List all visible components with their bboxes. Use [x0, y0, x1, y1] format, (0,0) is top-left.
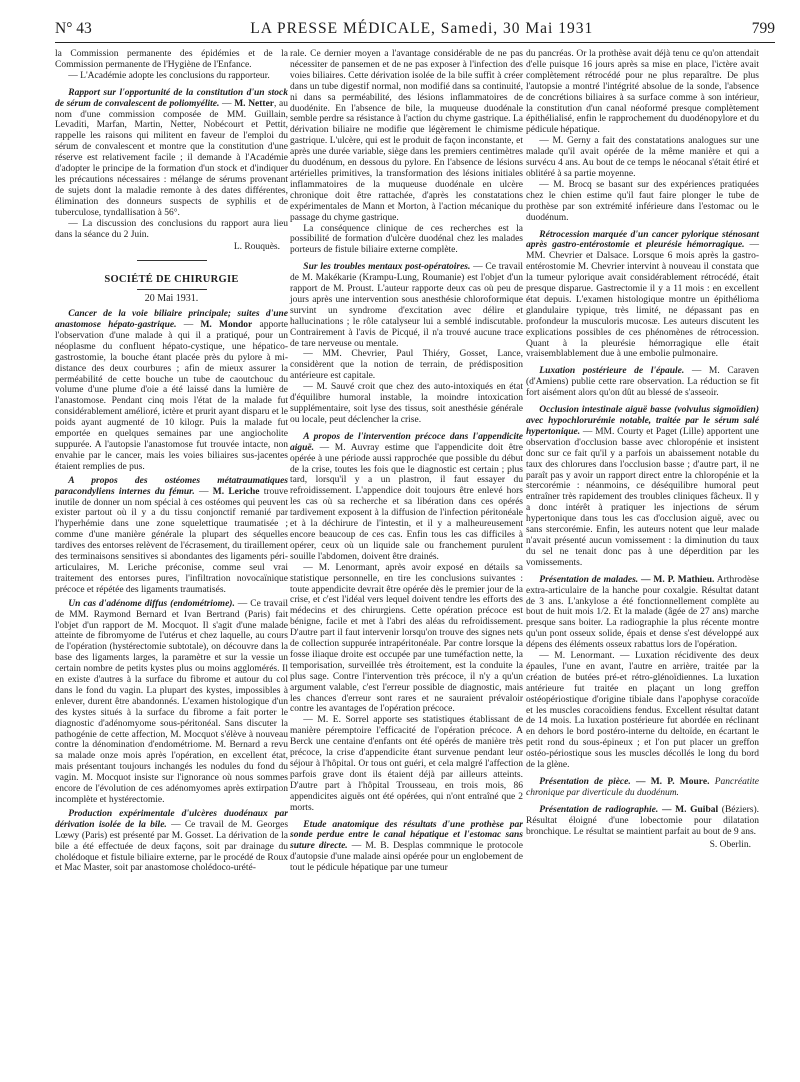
article-title: Occlusion intestinale aiguë basse (volvulus sigmoïdien) avec hypochlorurémie notable, traitée par le sérum salé hypertonique.	[526, 405, 759, 437]
paragraph: — M. Brocq se basant sur des expériences pratiquées chez le chien estime qu'il faut faire plonger le tube de prothèse par son extrémité inférieure dans l'estomac ou le duodénum.	[526, 179, 759, 223]
article-title: Présentation de pièce.	[539, 777, 631, 787]
article-text: , au nom d'une commission composée de MM. Guillain, Levaditi, Marfan, Martin, Netter, Nobécourt et Pettit, rappelle les raisons qui militent en faveur de l'emploi du sérum de convalescent et montre que la constitution d'une réserve est relativement facile ; il demande à l'Académie d'adopter le principe de la formation d'un stock et d'indiquer les précautions nécessaires : mélange de sérums provenant de sujets dont la maladie remonte à des dates différentes, élimination des donneurs suspects de syphilis et de tuberculose, tyndallisation à 56°.	[55, 98, 289, 218]
article-luxation	[526, 366, 759, 399]
article-radiographie	[526, 805, 759, 838]
article-osteomes: A propos des ostéomes métatraumatiques paracondyliens internes du fémur. — M. Leriche trouve inutile de donner un nom spécial à ces ostéomes qui peuvent exister partout où il y a du tissu conjonctif remanié par l'hyperhémie dans une zone squelettique traumatisée ; comme d'une manière générale la plupart des séquelles tardives des entorses relèvent de l'écrasement, du tiraillement des terminaisons sensitives si abondantes des ligaments péri-articulaires, M. Leriche préconise, comme seul vrai traitement des entorses pures, l'infiltration novocaïnique précoce et répétée des ligaments traumatisés.	[55, 475, 288, 595]
paragraph: du pancréas. Or la prothèse avait déjà tenu ce qu'on attendait d'elle puisque 16 jours après sa mise en place, l'ictère avait complètement rétrocédé pour ne plus reparaître. De plus l'autopsie a montré l'intégrité absolue de la sonde, l'absence de concrétions biliaires à sa surface comme à son intérieur, la constitution d'un canal néoformé presque complètement épithélialisé, enfin le rapprochement du duodénopylore et du pédicule hépatique.	[526, 49, 759, 136]
article-text: Pancréatite chronique par diverticule du duodénum.	[526, 777, 760, 798]
paragraph: rale. Ce dernier moyen a l'avantage considérable de ne pas nécessiter de pansemen et de ne pas exposer à l'infection des voies biliaires. Cette dérivation isolée de la bile suffit à créer dans un tube digestif normal, non modifié dans sa continuité, ni dans sa perméabilité, des lésions inflammatoires de duodénite. En l'absence de bile, la muqueuse duodénale semble perdre sa résistance à l'action du chyme gastrique. La dérivation biliaire ne modifie que légèrement le chimisme gastrique. L'ulcère, qui est le produit de façon inconstante, et après une durée variable, siège dans les premiers centimètres du duodénum, en dessous du pylore. En l'absence de lésions artérielles primitives, la transformation des lésions initiales inflammatoires de la muqueuse duodénale en ulcère chronique doit être rattachée, d'après les constatations expérimentales de Mann et Morton, à l'action mécanique du passage du chyme gastrique.	[290, 49, 523, 223]
article-occlusion	[526, 405, 759, 569]
article-text: (Béziers). Résultat éloigné d'une lobectomie pour dilatation bronchique. Le résultat se maintient parfait au bout de 9 ans.	[526, 804, 759, 837]
article-title: Présentation de malades.	[539, 574, 639, 585]
paragraph: — M. Sauvé croit que chez des auto-intoxiqués en état d'équilibre humoral instable, la moindre intoxication supplémentaire, soit lyse des tissus, soit anesthésie générale ou locale, peut déclencher la crise.	[290, 382, 523, 425]
article-presentation-malades	[526, 575, 759, 651]
article-title: A propos des ostéomes métatraumatiques paracondyliens internes du fémur.	[55, 475, 288, 497]
article-text: — MM. Courty et Paget (Lille) apportent une observation d'occlusion basse avec chloropénie et insistent donc sur ce fait qu'il y a parfois un abaissement notable du taux des chlorures dans l'occlusion basse ; d'autre part, il ne paraît pas y avoir un rapport direct entre la chloropénie et la stercorémie : néanmoins, ce déséquilibre humoral peut entraîner très rapidement des troubles cliniques fâcheux. Il y a donc intérêt à pratiquer les injections de sérum hypertonique dans tous les cas d'occlusion aiguë, avec ou sans stercorémie. Enfin, les auteurs notent que leur malade n'avait présenté aucun vomissement : la diminution du taux du sel ne tenait donc pas à une déperdition par les vomissements.	[526, 426, 760, 568]
paragraph: — M. Lenormant. — Luxation récidivente des deux épaules, l'une en avant, l'autre en arrière, traitée par la création de butées pré-et rétro-glénoïdiennes. La luxation antérieure fut traitée en plaçant un long greffon ostéopériostique d'origine tibiale dans l'apophyse coracoïde et les muscles coracoïdiens fendus. Excellent résultat datant de 14 mois. La luxation postérieure fut abordée en réclinant en dehors le bord postéro-interne du deltoïde, en écartant le petit rond du sous-épineux ; et l'on put placer un greffon ostéo-périostique sous les muscles décollés le long du bord de la glène.	[526, 651, 759, 771]
article-title: Cancer de la voie biliaire principale; suites d'une anastomose hépato-gastrique.	[55, 309, 288, 331]
signature: S. Oberlin.	[709, 839, 751, 850]
article-title: Etude anatomique des résultats d'une prothèse par sonde perdue entre le canal hépatique et l'estomac sans suture directe.	[290, 819, 523, 852]
divider	[137, 260, 207, 261]
article-rapport-serum	[55, 88, 288, 219]
article-prothese	[290, 820, 523, 875]
paragraph: — MM. Chevrier, Paul Thiéry, Gosset, Lance, considèrent que la notion de terrain, de prédisposition antérieure est capitale.	[290, 349, 523, 382]
author: — M. Guibal	[661, 804, 719, 815]
author: — M. P. Mathieu.	[641, 574, 715, 585]
signature: L. Rouquès.	[233, 242, 280, 253]
author: M. Mondor	[200, 320, 253, 331]
column-2	[290, 49, 523, 874]
article-title: Rétrocession marquée d'un cancer pylorique sténosant après gastro-entérostomie et pleurésie hémorragique.	[526, 229, 759, 251]
issue-number: N° 43	[55, 20, 92, 37]
author: M. Netter	[234, 98, 275, 109]
paragraph: la Commission permanente des épidémies et de la Commission permanente de l'Hygiène de l'Enfance.	[55, 49, 288, 70]
author: M. Leriche	[212, 486, 260, 497]
article-text: — Ce travail de M. Georges Lœwy (Paris) est présenté par M. Gosset. La dérivation de la bile a été effectuée de deux façons, soit par drainage du cholédoque et fistule biliaire externe, par le procédé de Roux et Mac Master, soit par anastomose cholédoco-urété-	[55, 819, 289, 874]
journal-title-date: LA PRESSE MÉDICALE, Samedi, 30 Mai 1931	[250, 20, 594, 37]
article-text: Ce travail de MM. Raymond Bernard et Ivan Bertrand (Paris) fait l'objet d'un rapport de M. Mocquot. Il s'agit d'une malade atteinte de fibromyome de l'utérus et chez laquelle, au cours de l'opération (hystérectomie subtotale), on découvre dans la base des ligaments larges, la paramètre et sur la vessie un certain nombre de petits kystes plus ou moins agglomérés. Il en existe d'autres à la surface du fibrome et autour du col dans le fond du vagin. La plupart des kystes, impossibles à enlever, durent être abandonnés. L'examen histologique d'un des kystes situés à la surface du fibrome a fait porter le diagnostic d'adénomyome sous-péritonéal. Sans discuter la pathogénie de cette affection, M. Mocquot s'élève à nouveau contre la dénomination d'endométriome. M. Bernard a revu sa malade onze mois après l'opération, en excellent état, mais présentant toujours inchangés les nodules du fond du vagin. M. Mocquot insiste sur l'ignorance où nous sommes encore de l'évolution de ces adénomyomes après extirpation incomplète et hystérectomie.	[55, 598, 289, 805]
article-title: Rapport sur l'opportunité de la constitution d'un stock de sérum de convalescent de poliomyélite.	[55, 87, 288, 109]
article-cancer-biliaire: Cancer de la voie biliaire principale; suites d'une anastomose hépato-gastrique. — M. Mondor apporte l'observation d'une malade à qui il a pratiqué, pour un néoplasme du confluent hépato-cystique, une hépatico-gastrostomie, la bouche étant placée près du pylore à mi-distance des deux courbures ; afin de mieux assurer la perméabilité de cette bouche un tube de caoutchouc du volume d'une plume d'oie a été laissé dans la lumière de l'anastomose. Pendant cinq mois l'état de la malade fut considérablement amélioré, ictère et prurit ayant disparu et le poids ayant augmenté de 10 kilogr. Puis la malade fut emportée en quelques semaines par une angiocholite suppurée. A l'autopsie l'anastomose fut trouvée intacte, non envahie par le cancer, mais les voies biliaires sus-jacentes étaient remplies de pus.	[55, 309, 288, 472]
paragraph: — M. Lenormant, après avoir exposé en détails sa statistique personnelle, en tire les conclusions suivantes : toute appendicite devrait être opérée dès le premier jour de la crise, et c'est l'idéal vers lequel doivent tendre les efforts des médecins et des chirurgiens. Cette opération précoce est bénigne, facile et met à l'abri des aléas du refroidissement. D'autre part il faut intervenir lorsqu'on trouve des signes nets de collection suppurée intrapéritonéale. Par contre lorsque la fosse iliaque droite est occupée par une tuméfaction nette, la temporisation, surveillée très étroitement, est la conduite la plus sage. Contre l'intervention très précoce, il n'y a qu'un argument valable, c'est l'erreur possible de diagnostic, mais les chances d'erreur sont rares et ne sauraient prévaloir contre les avantages de l'opération précoce.	[290, 562, 523, 715]
paragraph: — M. E. Sorrel apporte ses statistiques établissant de manière péremptoire l'efficacité de l'opération précoce. A Berck une centaine d'enfants ont été opérés de manière très précoce, la crise d'appendicite étant survenue pendant leur séjour à l'hôpital. Or tous ont guéri, et cela malgré l'affection parfois grave dont ils étaient déjà par ailleurs atteints. D'autre part à l'hôpital Trousseau, en trois mois, 86 appendicites aiguës ont été opérées, qui n'ont entraîné que 2 morts.	[290, 715, 523, 813]
page-header	[55, 20, 775, 43]
article-text: Arthrodèse extra-articulaire de la hanche pour coxalgie. Résultat datant de 3 ans. L'ankylose a été fonctionnellement complète au bout de huit mois 1/2. Et la malade (âgée de 27 ans) marche presque sans boiter. La radiographie la plus récente montre qu'un pont osseux solide, épais et dense s'est développé aux dépens des éléments osseux rabattus lors de l'opération.	[526, 574, 759, 651]
article-text: — M. Auvray estime que l'appendicite doit être opérée à une période aussi rapprochée que possible du début de la crise, toutes les fois que le diagnostic est certain ; plus tard, lorsqu'il y a un plastron, il faut essayer du refroidissement. L'appendice doit toujours être enlevé hors les cas où sa recherche et sa libération dans ces opérés tardivement exposent à la diffusion de l'infection péritonéale et à la déchirure de l'intestin, et il y a malheureusement encore beaucoup de ces cas. Enfin tous les cas difficiles à opérer, ceux où un liquide sale ou franchement purulent souille l'abdomen, doivent être drainés.	[290, 442, 523, 562]
article-text: trouve inutile de donner un nom spécial à ces ostéomes qui peuvent exister partout où il y a du tissu conjonctif remanié par l'hyperhémie dans une zone squelettique traumatisée ; comme d'une manière générale la plupart des séquelles tardives des entorses relèvent de l'écrasement, du tiraillement des terminaisons sensitives si abondantes des ligaments péri-articulaires, M. Leriche préconise, comme seul vrai traitement des entorses pures, l'infiltration novocaïnique précoce et répétée des ligaments traumatisés.	[55, 486, 288, 595]
dash: —	[222, 98, 232, 109]
divider	[137, 289, 207, 290]
paragraph: — La discussion des conclusions du rapport aura lieu dans la séance du 2 Juin.	[55, 218, 288, 240]
column-3	[526, 49, 759, 850]
article-title: Présentation de radiographie.	[539, 804, 659, 815]
article-title: Production expérimentale d'ulcères duodénaux par dérivation isolée de la bile.	[55, 808, 288, 830]
paragraph: — M. Gerny a fait des constatations analogues sur une malade qu'il avait opérée de la même manière et qui a survécu 4 ans. Au bout de ce temps le néocanal s'était étiré et oblitéré à sa partie moyenne.	[526, 136, 759, 179]
article-text: — Ce travail de M. Makékarie (Krampu-Lung, Roumanie) est l'objet d'un rapport de M. Proust. L'auteur rapporte deux cas où peu de jours après une intervention sous anesthésie chloroformique survint un syndrome d'excitation avec délire et hallucinations ; le rôle catalyseur lui a semblé indiscutable. Contrairement à l'avis de Picqué, il n'a trouvé aucune trace de tare nerveuse ou mentale.	[290, 262, 523, 349]
article-adenome: Un cas d'adénome diffus (endométriome). — Ce travail de MM. Raymond Bernard et Ivan Bertrand (Paris) fait l'objet d'un rapport de M. Mocquot. Il s'agit d'une malade atteinte de fibromyome de l'utérus et chez laquelle, au cours de l'opération (hystérectomie subtotale), on découvre dans la base des ligaments larges, la paramètre et sur la vessie un certain nombre de petits kystes plus ou moins agglomérés. Il en existe d'autres à la surface du fibrome et autour du col dans le fond du vagin. La plupart des kystes, impossibles à enlever, durent être abandonnés. L'examen histologique d'un des kystes situés à la surface du fibrome a fait porter le diagnostic d'adénomyome sous-péritonéal. Sans discuter la pathogénie de cette affection, M. Mocquot s'élève à nouveau contre la dénomination d'endométriome. M. Bernard a revu sa malade onze mois après l'opération, en excellent état, mais présentant toujours inchangés les nodules du fond du vagin. M. Mocquot insiste sur l'ignorance où nous sommes encore de l'évolution de ces adénomyomes après extirpation incomplète et hystérectomie.	[55, 598, 289, 805]
paragraph: La conséquence clinique de ces recherches est la possibilité de formation d'ulcère duodénal chez les malades porteurs de fistule biliaire externe complète.	[290, 223, 523, 256]
society-heading: SOCIÉTÉ DE CHIRURGIE	[104, 274, 239, 286]
column-1	[55, 49, 288, 874]
page-number: 799	[751, 20, 775, 37]
article-troubles-mentaux	[290, 262, 523, 349]
article-retrocession	[526, 230, 759, 361]
article-text: — MM. Chevrier et Dalsace. Lorsque 6 mois après la gastro-entérostomie M. Chevrier intervint à nouveau il constata que la tumeur pylorique avait considérablement rétrocédé, était presque disparue. Gastrectomie il y a 11 mois : en excellent état depuis. L'examen histologique montre un épithélioma glandulaire typique, très limité, ne dépassant pas en profondeur la musculoris mucosæ. Les auteurs discutent les explications possibles de ces phénomènes de rétrocession. Quant à la pleurésie hémorragique elle était vraisemblablement due à une embolie pulmonaire.	[526, 240, 760, 360]
article-title: Sur les troubles mentaux post-opératoires.	[303, 262, 471, 273]
author: — M. P. Moure.	[635, 777, 710, 787]
article-text: — M. B. Desplas commnique le protocole d'autopsie d'une malade ainsi opérée pour un englobement de tout le pédicule hépatique par une tumeur	[290, 841, 523, 874]
article-title: Luxation postérieure de l'épaule.	[539, 366, 685, 377]
article-text: — M. Caraven (d'Amiens) publie cette rare observation. La réduction se fit fort aisément alors qu'on dût au blessé de s'asseoir.	[526, 366, 759, 399]
session-date: 20 Mai 1931.	[144, 293, 199, 305]
article-title: A propos de l'intervention précoce dans l'appendicite aiguë.	[290, 431, 523, 453]
article-appendicite	[290, 432, 523, 563]
article-title: Un cas d'adénome diffus (endométriome).	[68, 598, 235, 609]
paragraph: — L'Académie adopte les conclusions du rapporteur.	[68, 70, 270, 81]
article-text: apporte l'observation d'une malade à qui il a pratiqué, pour un néoplasme du confluent hépato-cystique, une hépatico-gastrostomie, la bouche étant placée près du pylore à mi-distance des deux courbures ; afin de mieux assurer la perméabilité de cette bouche un tube de caoutchouc du volume d'une plume d'oie a été laissé dans la lumière de l'anastomose. Pendant cinq mois l'état de la malade fut considérablement amélioré, ictère et prurit ayant disparu et le poids ayant augmenté de 10 kilogr. Puis la malade fut emportée en quelques semaines par une angiocholite suppurée. A l'autopsie l'anastomose fut trouvée intacte, non envahie par le cancer, mais les voies biliaires sus-jacentes étaient remplies de pus.	[55, 320, 288, 472]
article-ulceres	[55, 809, 288, 874]
article-presentation-piece	[526, 777, 759, 799]
